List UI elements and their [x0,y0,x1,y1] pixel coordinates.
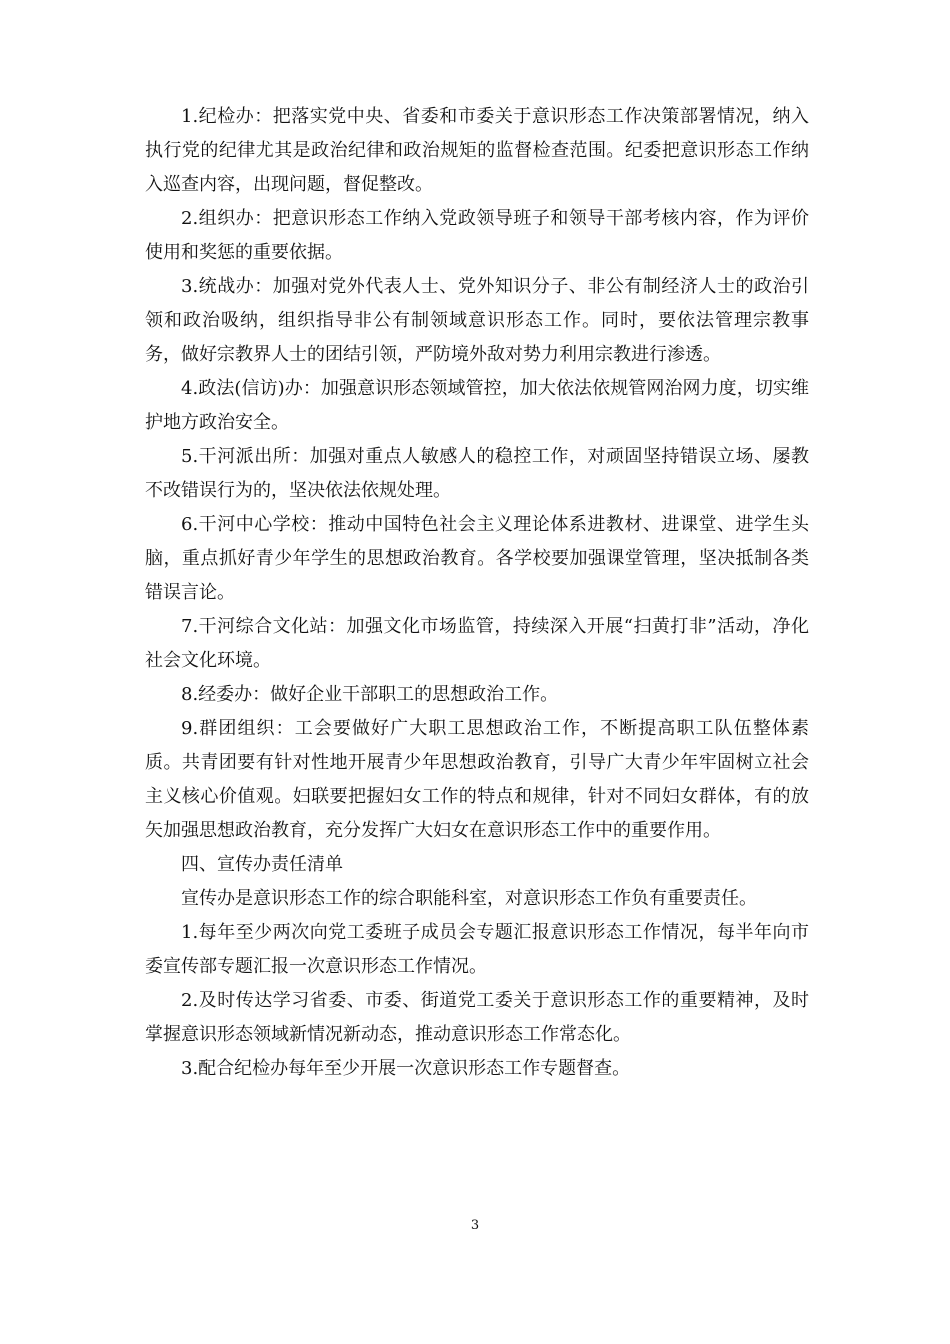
paragraph-economic-office: 8.经委办：做好企业干部职工的思想政治工作。 [181,684,559,705]
document-body [145,100,809,1086]
paragraph-publicity-item-3: 3.配合纪检办每年至少开展一次意识形态工作专题督查。 [181,1058,631,1079]
section-heading-publicity-office: 四、宣传办责任清单 [181,854,343,875]
paragraph-publicity-item-2: 2.及时传达学习省委、市委、街道党工委关于意识形态工作的重要精神，及时掌握意识形态领域新情况新动态，推动意识形态工作常态化。 [145,990,809,1045]
paragraph-central-school: 6.干河中心学校：推动中国特色社会主义理论体系进教材、进课堂、进学生头脑，重点抓好青少年学生的思想政治教育。各学校要加强课堂管理，坚决抵制各类错误言论。 [145,514,809,603]
paragraph-organization-office: 2.组织办：把意识形态工作纳入党政领导班子和领导干部考核内容，作为评价使用和奖惩的重要依据。 [145,208,809,263]
paragraph-police-station: 5.干河派出所：加强对重点人敏感人的稳控工作，对顽固坚持错误立场、屡教不改错误行为的，坚决依法依规处理。 [145,446,809,501]
page-number: 3 [470,1218,480,1233]
paragraph-publicity-item-1: 1.每年至少两次向党工委班子成员会专题汇报意识形态工作情况，每半年向市委宣传部专题汇报一次意识形态工作情况。 [145,922,809,977]
paragraph-united-front-office: 3.统战办：加强对党外代表人士、党外知识分子、非公有制经济人士的政治引领和政治吸纳，组织指导非公有制领域意识形态工作。同时，要依法管理宗教事务，做好宗教界人士的团结引领，严防境外敌对势力利用宗教进行渗透。 [145,276,809,365]
paragraph-cultural-station: 7.干河综合文化站：加强文化市场监管，持续深入开展“扫黄打非”活动，净化社会文化环境。 [145,616,809,671]
paragraph-discipline-office: 1.纪检办：把落实党中央、省委和市委关于意识形态工作决策部署情况，纳入执行党的纪律尤其是政治纪律和政治规矩的监督检查范围。纪委把意识形态工作纳入巡查内容，出现问题，督促整改。 [145,106,809,195]
paragraph-publicity-intro: 宣传办是意识形态工作的综合职能科室，对意识形态工作负有重要责任。 [181,888,757,909]
paragraph-mass-organizations: 9.群团组织：工会要做好广大职工思想政治工作，不断提高职工队伍整体素质。共青团要有针对性地开展青少年思想政治教育，引导广大青少年牢固树立社会主义核心价值观。妇联要把握妇女工作的特点和规律，针对不同妇女群体，有的放矢加强思想政治教育，充分发挥广大妇女在意识形态工作中的重要作用。 [145,718,809,841]
paragraph-political-legal-office: 4.政法(信访)办：加强意识形态领域管控，加大依法依规管网治网力度，切实维护地方政治安全。 [145,378,809,433]
